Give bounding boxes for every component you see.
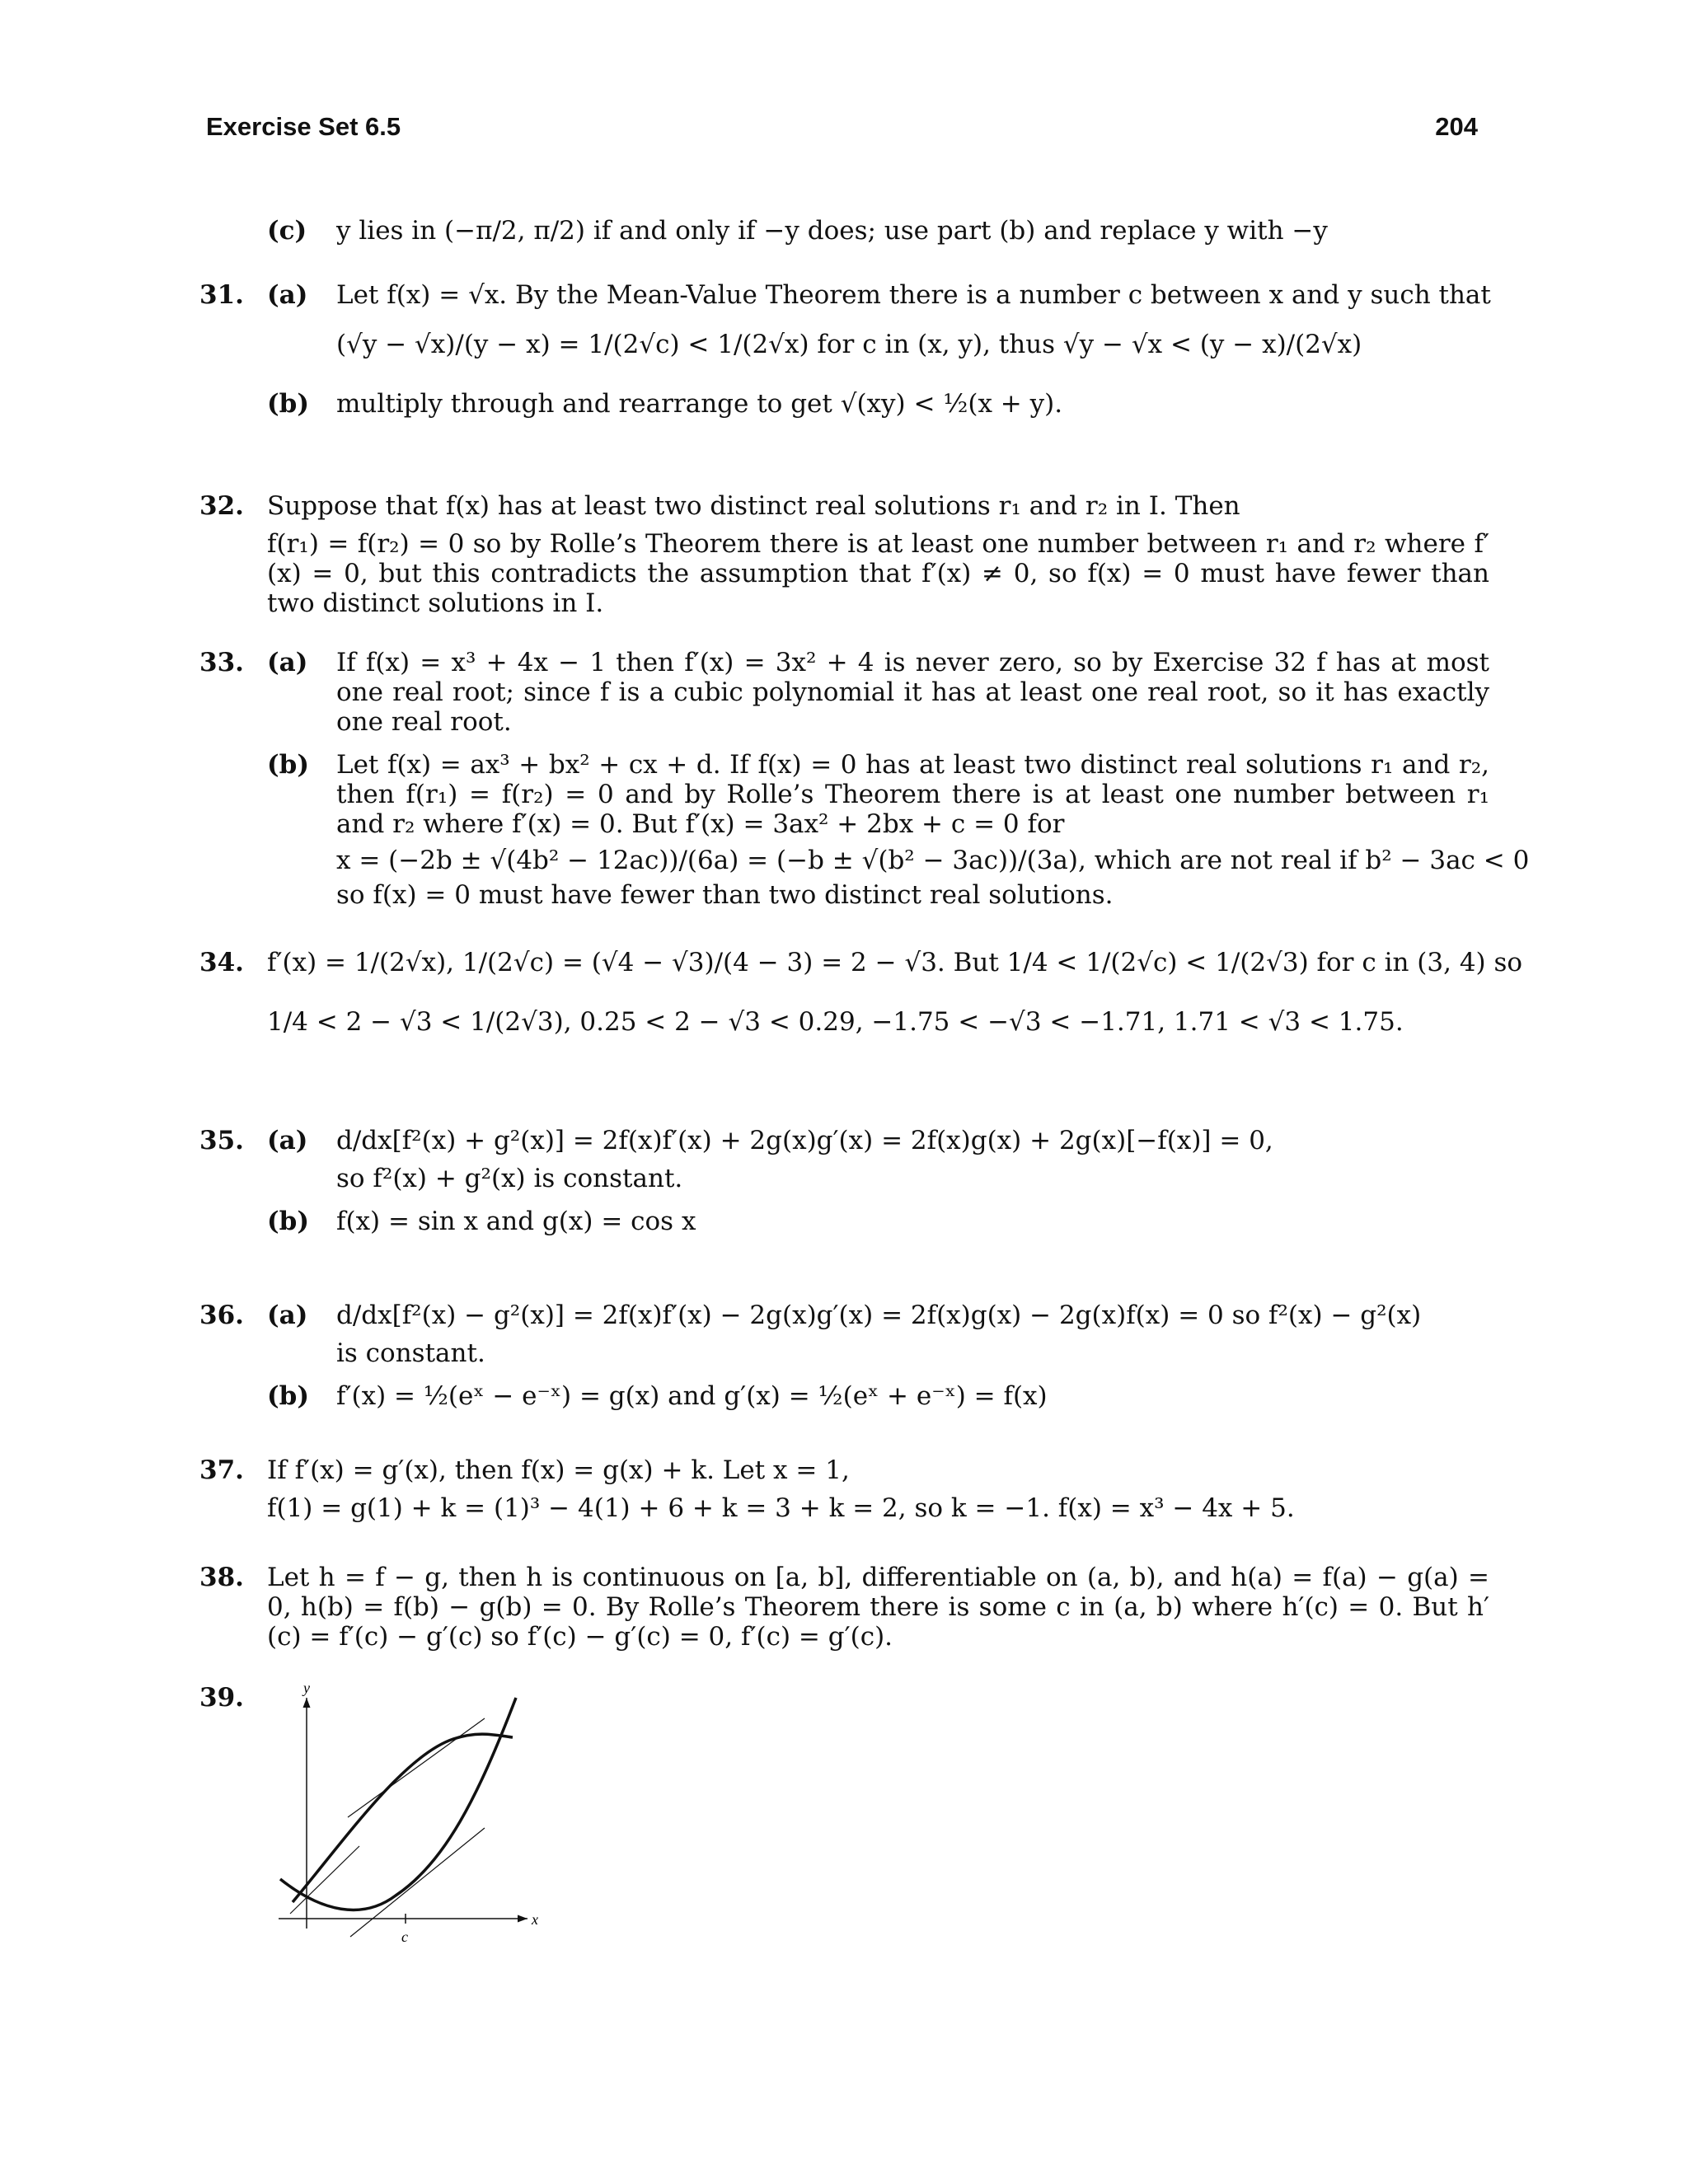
text-line: Suppose that f(x) has at least two distinct real solutions r₁ and r₂ in I. Then: [267, 491, 1240, 521]
convex-curve: [280, 1698, 516, 1910]
mvt-figure: [272, 1681, 552, 1953]
exercise-number: 33.: [199, 648, 244, 677]
exercise-number: 37.: [199, 1455, 244, 1485]
part-label: (a): [267, 280, 308, 310]
text-line: f(1) = g(1) + k = (1)³ − 4(1) + 6 + k = 3 + k = 2, so k = −1. f(x) = x³ − 4x + 5.: [267, 1493, 1295, 1523]
y-axis-label: y: [303, 1681, 310, 1696]
text-line: so f²(x) + g²(x) is constant.: [336, 1164, 683, 1193]
exercise-number: 35.: [199, 1126, 244, 1155]
part-text: multiply through and rearrange to get √(xy) < ½(x + y).: [336, 389, 1063, 419]
part-label: (a): [267, 1126, 308, 1155]
text-line: is constant.: [336, 1338, 485, 1368]
exercise-30c: [199, 216, 1489, 259]
part-label: (c): [267, 216, 307, 246]
exercise-37: [199, 1455, 1489, 1523]
text-line: If f′(x) = g′(x), then f(x) = g(x) + k. Let x = 1,: [267, 1455, 850, 1485]
mvt-graph: [272, 1681, 552, 1953]
exercise-38: [199, 1563, 1489, 1652]
exercise-number: 39.: [199, 1683, 244, 1713]
section-title: Exercise Set 6.5: [206, 112, 401, 141]
text-line: d/dx[f²(x) − g²(x)] = 2f(x)f′(x) − 2g(x)g′(x) = 2f(x)g(x) − 2g(x)f(x) = 0 so f²(x) − g²(x): [336, 1301, 1422, 1330]
text-line: f′(x) = 1/(2√x), 1/(2√c) = (√4 − √3)/(4 − 3) = 2 − √3. But 1/4 < 1/(2√c) < 1/(2√3) for c in (3, 4) so: [267, 948, 1523, 977]
exercise-35: [199, 1126, 1489, 1249]
part-label: (a): [267, 1301, 308, 1330]
c-label: c: [401, 1929, 408, 1945]
tangent-line-upper: [348, 1718, 485, 1817]
part-text: y lies in (−π/2, π/2) if and only if −y does; use part (b) and replace y with −y: [336, 216, 1328, 246]
exercise-32: [199, 491, 1489, 618]
text-line: x = (−2b ± √(4b² − 12ac))/(6a) = (−b ± √(b² − 3ac))/(3a), which are not real if b² − 3ac < 0: [336, 846, 1530, 875]
part-text: f(x) = sin x and g(x) = cos x: [336, 1207, 696, 1236]
tangent-line-lower: [350, 1828, 485, 1937]
part-text: f′(x) = ½(eˣ − e⁻ˣ) = g(x) and g′(x) = ½(eˣ + e⁻ˣ) = f(x): [336, 1381, 1048, 1411]
text-line: (√y − √x)/(y − x) = 1/(2√c) < 1/(2√x) for c in (x, y), thus √y − √x < (y − x)/(2√x): [336, 330, 1362, 359]
exercise-number: 36.: [199, 1301, 244, 1330]
part-text: Let f(x) = ax³ + bx² + cx + d. If f(x) = 0 has at least two distinct real solutions r₁ and r₂, then f(r₁) = f(r₂) = 0 and by Rolle’s Theorem there is at least one number between r₁ and r₂ where f′(x) = 0. But f′(x) = 3ax² + 2bx + c = 0 for: [336, 750, 1489, 839]
exercise-33: [199, 648, 1530, 923]
text-line: Let f(x) = √x. By the Mean-Value Theorem there is a number c between x and y such that: [336, 280, 1491, 310]
exercise-34: [199, 948, 1523, 1037]
part-label: (b): [267, 750, 310, 780]
exercise-number: 38.: [199, 1563, 244, 1592]
part-text: If f(x) = x³ + 4x − 1 then f′(x) = 3x² + 4 is never zero, so by Exercise 32 f has at most one real root; since f is a cubic polynomial it has at least one real root, so it has exactly one real root.: [336, 648, 1489, 737]
text-paragraph: Let h = f − g, then h is continuous on [a, b], differentiable on (a, b), and h(a) = f(a) − g(a) = 0, h(b) = f(b) − g(b) = 0. By Rolle’s Theorem there is some c in (a, b) where h′(c) = 0. But h′(c) = f′(c) − g′(c) so f′(c) − g′(c) = 0, f′(c) = g′(c).: [267, 1563, 1489, 1652]
part-label: (b): [267, 1381, 310, 1411]
exercise-36: [199, 1301, 1489, 1424]
part-label: (b): [267, 1207, 310, 1236]
text-line: 1/4 < 2 − √3 < 1/(2√3), 0.25 < 2 − √3 < 0.29, −1.75 < −√3 < −1.71, 1.71 < √3 < 1.75.: [267, 1007, 1404, 1037]
text-line: d/dx[f²(x) + g²(x)] = 2f(x)f′(x) + 2g(x)g′(x) = 2f(x)g(x) + 2g(x)[−f(x)] = 0,: [336, 1126, 1273, 1155]
exercise-number: 32.: [199, 491, 244, 521]
exercise-number: 31.: [199, 280, 244, 310]
part-label: (b): [267, 389, 310, 419]
page-number: 204: [1435, 112, 1478, 141]
x-axis-label: x: [532, 1911, 538, 1928]
text-paragraph: f(r₁) = f(r₂) = 0 so by Rolle’s Theorem there is at least one number between r₁ and r₂ where f′(x) = 0, but this contradicts the assumption that f′(x) ≠ 0, so f(x) = 0 must have fewer than two distinct solutions in I.: [267, 529, 1489, 618]
exercise-number: 34.: [199, 948, 244, 977]
part-label: (a): [267, 648, 308, 677]
concave-curve: [293, 1734, 513, 1902]
exercise-31: [199, 280, 1489, 432]
text-line: so f(x) = 0 must have fewer than two distinct real solutions.: [336, 880, 1114, 910]
